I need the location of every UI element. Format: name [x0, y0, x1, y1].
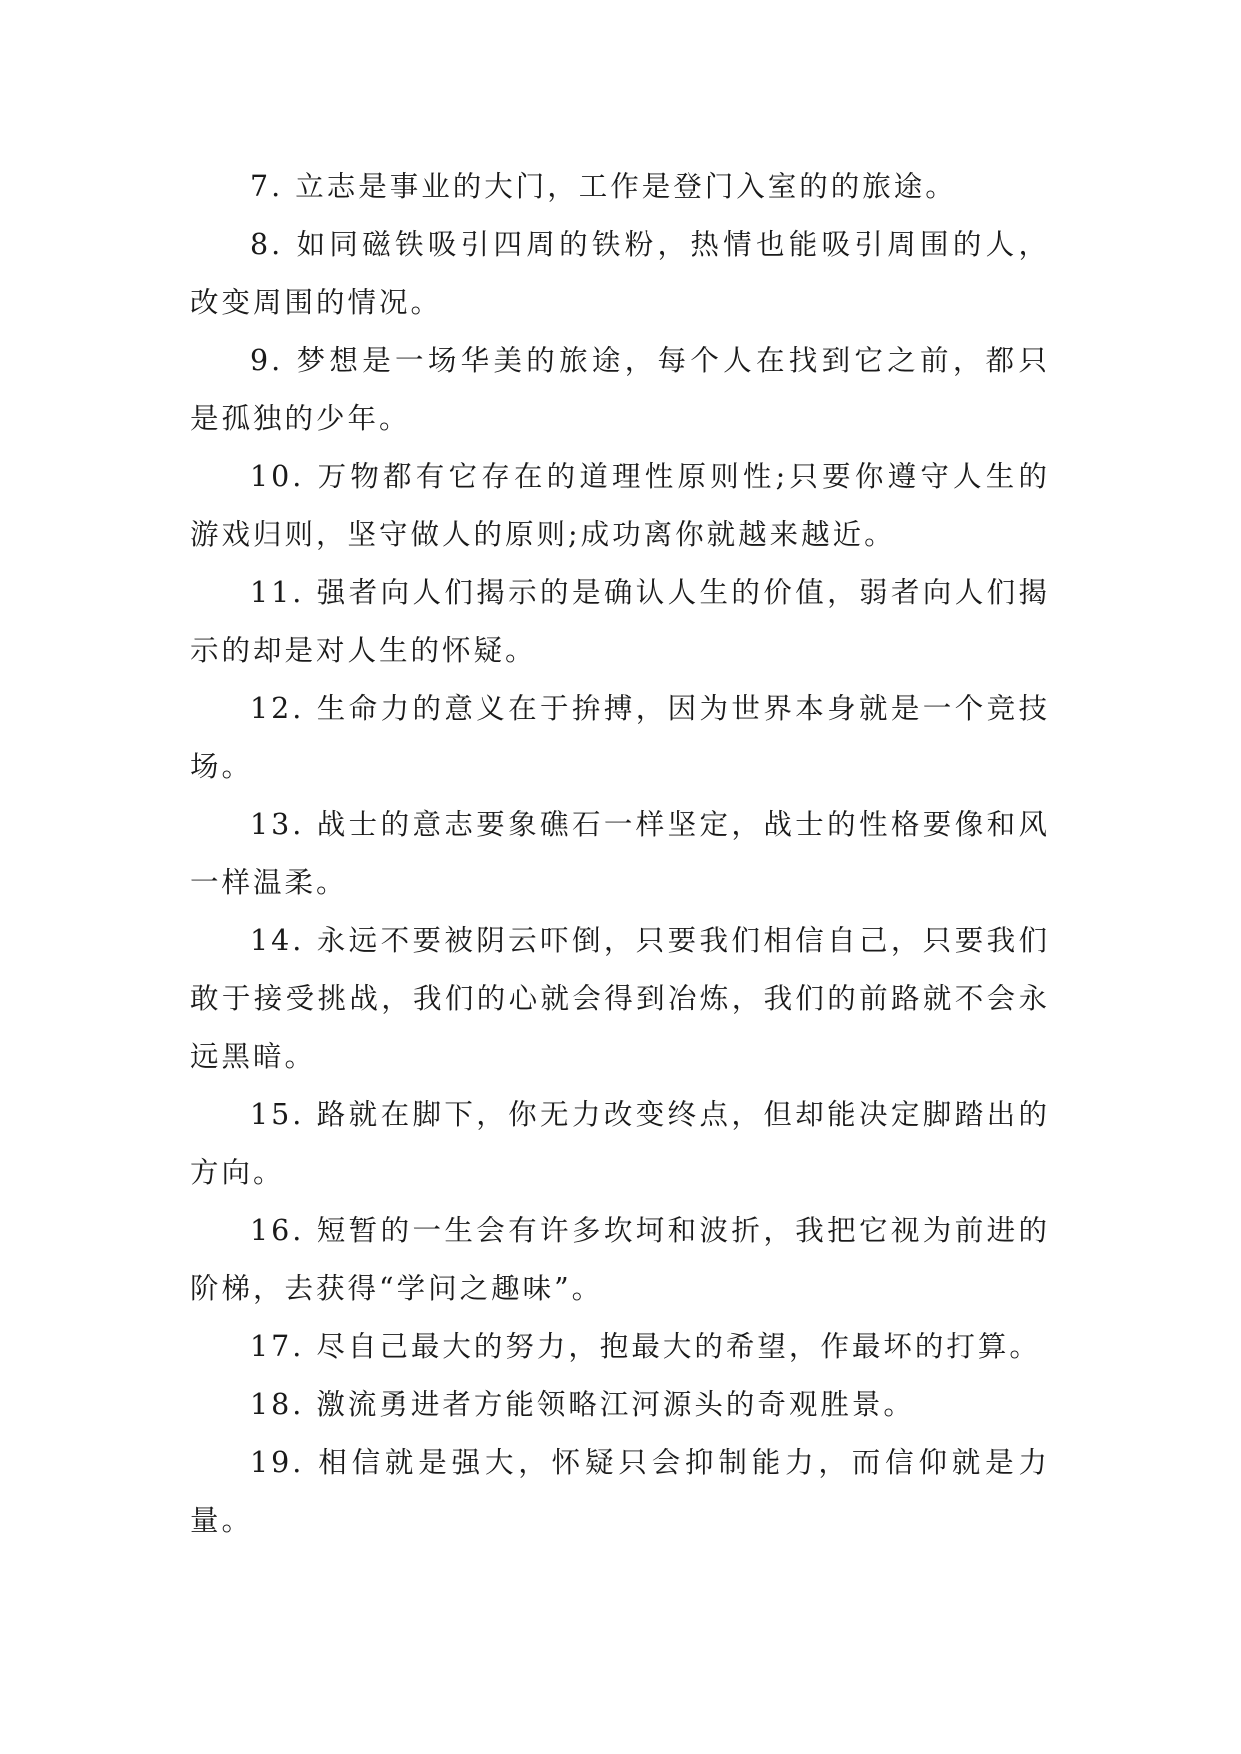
paragraph-quote-12: 12. 生命力的意义在于拚搏，因为世界本身就是一个竞技场。: [190, 692, 1050, 783]
paragraph-quote-8: 8. 如同磁铁吸引四周的铁粉，热情也能吸引周围的人，改变周围的情况。: [190, 228, 1050, 319]
paragraph-quote-10: 10. 万物都有它存在的道理性原则性;只要你遵守人生的游戏归则，坚守做人的原则;成功离你就越来越近。: [190, 460, 1050, 551]
paragraph-quote-9: 9. 梦想是一场华美的旅途，每个人在找到它之前，都只是孤独的少年。: [190, 344, 1050, 435]
paragraph-quote-11: 11. 强者向人们揭示的是确认人生的价值，弱者向人们揭示的却是对人生的怀疑。: [190, 576, 1050, 667]
paragraph-quote-13: 13. 战士的意志要象礁石一样坚定，战士的性格要像和风一样温柔。: [190, 808, 1050, 899]
paragraph-quote-17: 17. 尽自己最大的努力，抱最大的希望，作最坏的打算。: [250, 1330, 1041, 1363]
paragraph-quote-14: 14. 永远不要被阴云吓倒，只要我们相信自己，只要我们敢于接受挑战，我们的心就会得到冶炼，我们的前路就不会永远黑暗。: [190, 924, 1050, 1073]
paragraph-quote-7: 7. 立志是事业的大门，工作是登门入室的的旅途。: [250, 170, 957, 203]
paragraph-quote-19: 19. 相信就是强大，怀疑只会抑制能力，而信仰就是力量。: [190, 1446, 1050, 1537]
paragraph-quote-15: 15. 路就在脚下，你无力改变终点，但却能决定脚踏出的方向。: [190, 1098, 1050, 1189]
document-body: [190, 158, 1050, 1550]
paragraph-quote-16: 16. 短暂的一生会有许多坎坷和波折，我把它视为前进的阶梯，去获得“学问之趣味”。: [190, 1214, 1050, 1305]
paragraph-quote-18: 18. 激流勇进者方能领略江河源头的奇观胜景。: [250, 1388, 915, 1421]
